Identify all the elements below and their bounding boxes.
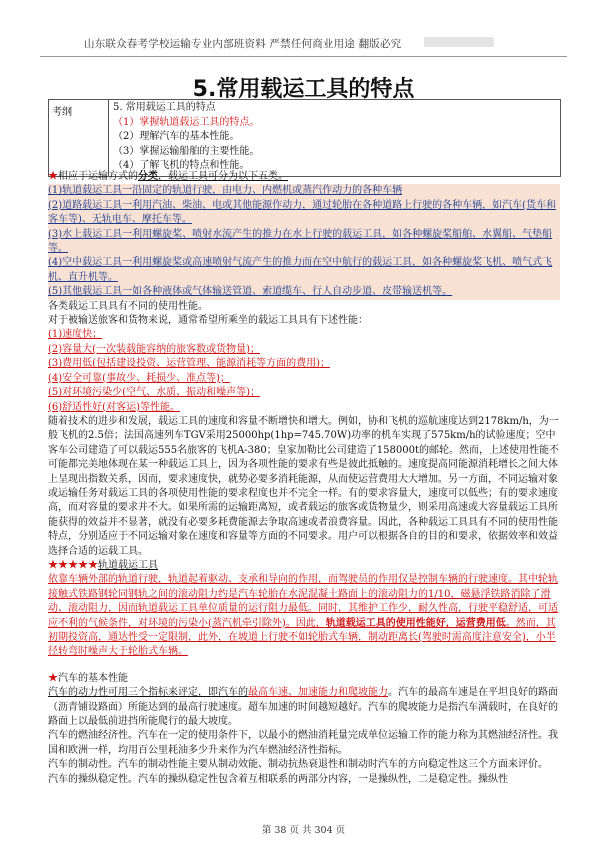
car-power-lead: 汽车的动力性可用三个指标来评定，即汽车的 [48, 687, 248, 699]
category-item: (5)其他载运工具一如各种液体或气体输送管道、索道缆车、行人自动步道、皮带输送机等。 [48, 285, 560, 299]
car-heading [48, 672, 560, 686]
page-header [0, 0, 607, 60]
intro-tail: ，载运工具可分为以下五类。 [158, 171, 288, 182]
rail-key-point: 轨道载运工具的使用性能好，运营费用低 [325, 617, 506, 629]
car-power-paragraph [48, 686, 560, 729]
syllabus-label: 考纲 [49, 100, 109, 176]
intro-lead: 相应于运输方式的 [58, 171, 138, 182]
page-footer: 第 38 页 共 304 页 [261, 825, 346, 836]
star-mark: ★ [48, 672, 58, 684]
header-redacted-mark [424, 37, 494, 47]
car-brake-paragraph: 汽车的制动性。汽车的制动性能主要从制动效能、制动抗热衰退性和制动时汽车的方向稳定性这三个方面来评价。 [48, 759, 548, 771]
perf-item: (5)对环境污染少(空气、水质、振动和噪声等)； [48, 387, 260, 399]
rail-heading-text: 轨道载运工具 [98, 559, 158, 571]
spacer [48, 660, 560, 672]
car-power-tail: 。汽车的最高车速是在平坦良好的路面（沥青铺设路面）所能达到的最高行驶速度。超车加速的时间越短越好。汽车的爬坡能力是指汽车满载时，在良好的路面上以最低前进挡所能爬行的最大坡度。 [48, 687, 558, 728]
category-item: (3)水上载运工具一利用螺旋桨、喷射水流产生的推力在水上行驶的载运工具，如各种螺旋桨船舶、水翼船、气垫船等。 [48, 228, 560, 257]
car-fuel-paragraph: 汽车的燃油经济性。汽车在一定的使用条件下，以最小的燃油消耗量完成单位运输工作的能力称为其燃油经济性。我国和欧洲一样，均用百公里耗油多少升来作为汽车燃油经济性指标。 [48, 730, 558, 756]
rail-tail: 。然而，其初期投资高，通达性受一定限制，此外，在坡道上行驶不如轮胎式车辆，制动距离长(驾驶时需高度注意安全)，小半径转弯时噪声大于轮胎式车辆。 [48, 617, 556, 658]
perf-item: (3)费用低(包括建设投资、运营管理、能源消耗等方面的费用)； [48, 358, 330, 370]
perf-intro: 对于被输送旅客和货物来说，通常希望所乘坐的载运工具具有下述性能： [48, 315, 368, 327]
intro-bold: 分类 [138, 171, 158, 182]
rail-body: 依靠车辆外部的轨道行驶，轨道起着驱动、支承和导向的作用，而驾驶员的作用仅是控制车辆的行驶速度。其中轮轨接触式铁路钢轮同钢轨之间的滚动阻力约是汽车轮胎在水泥混凝土路面上的滚动阻力的1/10，磁悬浮铁路消除了滑动、滚动阻力，因而轨道载运工具单位质量的运行阻力最低。同时，其维护工作少，耐久性高，行驶平稳舒适，可适应不利的气候条件，对环境的污染小(蒸汽机牵引除外)。因此， [48, 574, 558, 629]
intro-line [48, 170, 560, 184]
syllabus-item: （2）理解汽车的基本性能。 [113, 131, 240, 142]
star-rating: ★★★★★ [48, 559, 98, 571]
rail-heading [48, 559, 560, 573]
speed-paragraph: 随着技术的进步和发展，载运工具的速度和容量不断增快和增大。例如，协和飞机的巡航速度达到2178km/h，为一般飞机的2.5倍；法国高速列车TGV采用25000hp(1hp=745.70W)功率的机车实现了575km/h的试验速度；空中客车公司建造了可以载运555名旅客的飞机A-380；皇家加勒比公司建造了158000t的邮轮。然而，上述使用性能不可能都完美地体现在某一种载运工具上，因为各项性能的要求有些是彼此抵触的。速度提高同能源消耗增长之间大体上呈现出指数关系，因而，要求速度快，就势必要多消耗能源，从而使运营费用大大增加。另一方面，不同运输对象或运输任务对载运工具的各项使用性能的要求程度也并不完全一样。有的要求容量大，速度可以低些；有的要求速度高，而对容量的要求并不大。如果所需的运输距离短，或者载运的旅客或货物量少，则采用高速或大容量载运工具所能获得的效益并不显著，就没有必要多耗费能源去争取高速或者浪费容量。因此，各种载运工具具有不同的使用性能特点，分别适应于不同运输对象在速度和容量等方面的不同要求。用户可以根据各自的目的和要求，依据效率和效益选择合适的运载工具。 [48, 415, 559, 557]
header-divider [40, 56, 567, 57]
syllabus-content [109, 100, 560, 176]
perf-item: (2)容量大(一次装载能容纳的旅客数或货物量)； [48, 343, 260, 355]
star-mark: ★ [48, 171, 58, 182]
syllabus-item: （4）了解飞机的特点和性能。 [113, 160, 250, 171]
car-heading-text: 汽车的基本性能 [58, 672, 128, 684]
syllabus-box [48, 99, 561, 177]
perf-item: (6)舒适性好(对客运)等性能。 [48, 401, 180, 413]
category-item: (4)空中载运工具一利用螺旋桨或高速喷射气流产生的推力而在空中航行的载运工具，如各种螺旋桨飞机、喷气式飞机、直升机等。 [48, 256, 560, 285]
rail-paragraph [48, 573, 560, 659]
perf-item: (4)安全可靠(事故少、耗损少、准点等)； [48, 372, 230, 384]
page-title: 5.常用载运工具的特点 [192, 77, 415, 102]
syllabus-heading: 5. 常用载运工具的特点 [113, 102, 216, 113]
car-handling-paragraph: 汽车的操纵稳定性。汽车的操纵稳定性包含着互相联系的两部分内容，一是操纵性，二是稳定性。操纵性 [48, 773, 508, 785]
category-item: (2)道路载运工具一利用汽油、柴油、电或其他能源作动力，通过轮胎在各种道路上行驶的各种车辆，如汽车(货车和客车等)、无轨电车、摩托车等。 [48, 199, 560, 228]
syllabus-item: （1）掌握轨道载运工具的特点。 [113, 116, 260, 128]
car-power-metrics: 最高车速、加速能力和爬坡能力 [248, 687, 388, 699]
perf-item: (1)速度快； [48, 329, 103, 341]
header-text: 山东联众春考学校运输专业内部班资料 严禁任何商业用途 翻版必究 [84, 38, 402, 50]
category-item: (1)轨道载运工具一沿固定的轨道行驶，由电力、内燃机或蒸汽作动力的各种车辆 [48, 184, 560, 198]
perf-intro: 各类载运工具具有不同的使用性能。 [48, 300, 208, 312]
main-content [48, 170, 560, 787]
syllabus-item: （3）掌握运输船舶的主要性能。 [113, 145, 260, 157]
